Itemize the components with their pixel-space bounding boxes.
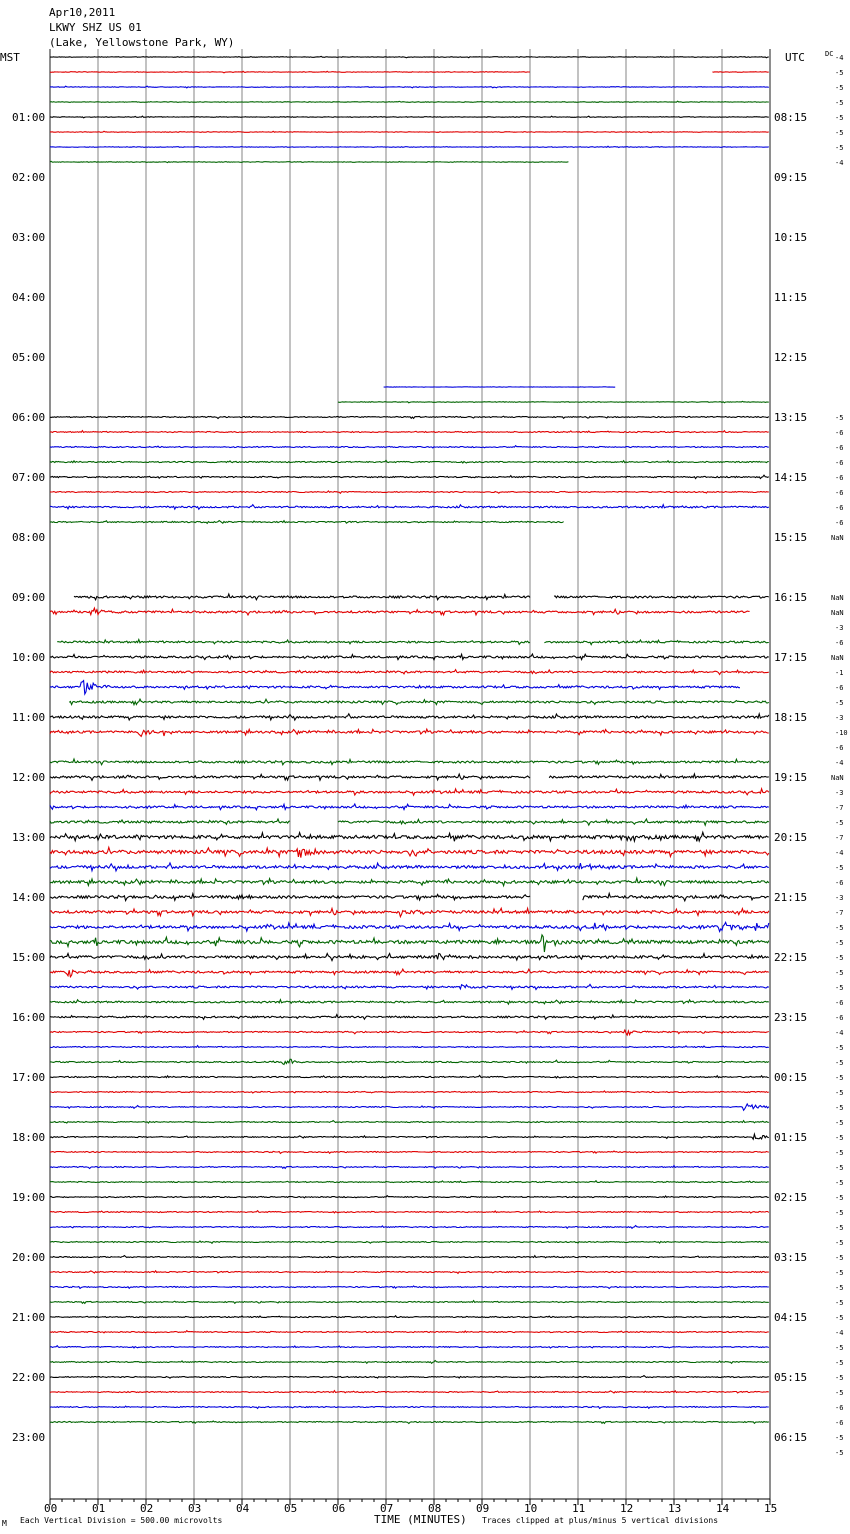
x-tick-label: 11: [572, 1502, 586, 1515]
row-value-label: -7: [835, 834, 844, 842]
row-value-label: -5: [835, 1074, 844, 1082]
row-value-label: -3: [835, 789, 844, 797]
row-value-label: -7: [835, 804, 844, 812]
seismic-trace: [50, 146, 769, 147]
row-value-label: NaN: [831, 594, 844, 602]
row-value-label: -5: [835, 1134, 844, 1142]
row-value-label: -6: [835, 1404, 844, 1412]
seismic-trace: [50, 1059, 769, 1064]
seismic-trace: [338, 819, 769, 825]
seismic-trace: [50, 1166, 769, 1169]
x-tick-label: 02: [140, 1502, 154, 1515]
utc-hour-label: 06:15: [774, 1431, 808, 1444]
seismic-trace: [50, 714, 769, 720]
seismic-trace: [50, 1075, 769, 1078]
mst-hour-label: 23:00: [12, 1431, 46, 1444]
station-location: (Lake, Yellowstone Park, WY): [49, 36, 235, 49]
x-tick-label: 14: [716, 1502, 730, 1515]
x-tick-label: 06: [332, 1502, 346, 1515]
seismic-trace: [50, 804, 769, 810]
row-value-label: -5: [835, 144, 844, 152]
seismic-trace: [338, 401, 769, 402]
row-value-label: -5: [835, 1434, 844, 1442]
seismic-trace: [50, 819, 290, 824]
row-value-label: -5: [835, 1449, 844, 1457]
row-value-label: -6: [835, 459, 844, 467]
row-value-label: -4: [835, 1329, 844, 1337]
seismic-trace: [549, 774, 769, 778]
utc-hour-label: 05:15: [774, 1371, 808, 1384]
utc-hour-label: 23:15: [774, 1011, 808, 1024]
seismic-trace: [50, 1256, 769, 1258]
row-value-label: -6: [835, 504, 844, 512]
seismic-trace: [50, 86, 769, 88]
utc-hour-label: 03:15: [774, 1251, 808, 1264]
row-value-label: -4: [835, 159, 844, 167]
seismic-trace: [50, 954, 769, 961]
utc-hour-label: 09:15: [774, 171, 808, 184]
row-value-label: -5: [835, 69, 844, 77]
mst-hour-label: 17:00: [12, 1071, 46, 1084]
mst-hour-label: 13:00: [12, 831, 46, 844]
row-value-label: -5: [835, 1299, 844, 1307]
utc-hour-label: 19:15: [774, 771, 808, 784]
seismic-trace: [50, 1181, 769, 1183]
x-tick-label: 12: [620, 1502, 634, 1515]
row-value-label: -6: [835, 429, 844, 437]
seismic-trace: [50, 878, 769, 886]
seismic-trace: [69, 699, 769, 705]
mst-label: MST: [0, 51, 20, 64]
seismic-trace: [50, 446, 769, 448]
row-value-label: -1: [835, 669, 844, 677]
row-value-label: -5: [835, 969, 844, 977]
clip-note: Traces clipped at plus/minus 5 vertical divisions: [482, 1516, 719, 1525]
row-value-label: -5: [835, 939, 844, 947]
seismic-trace: [50, 654, 769, 660]
seismic-trace: [50, 1226, 769, 1229]
row-value-label: -7: [835, 909, 844, 917]
mst-hour-label: 12:00: [12, 771, 46, 784]
utc-hour-label: 16:15: [774, 591, 808, 604]
utc-hour-label: 18:15: [774, 711, 808, 724]
mst-hour-label: 02:00: [12, 171, 46, 184]
seismic-trace: [50, 131, 769, 132]
utc-hour-label: 01:15: [774, 1131, 808, 1144]
row-value-label: -5: [835, 1254, 844, 1262]
row-value-label: -5: [835, 1044, 844, 1052]
utc-hour-label: 11:15: [774, 291, 808, 304]
utc-hour-label: 21:15: [774, 891, 808, 904]
row-value-label: -5: [835, 984, 844, 992]
utc-hour-label: 17:15: [774, 651, 808, 664]
seismic-trace: [50, 922, 769, 931]
row-value-label: -5: [835, 1194, 844, 1202]
row-value-label: -5: [835, 1179, 844, 1187]
row-value-label: -5: [835, 1209, 844, 1217]
seismic-trace: [50, 521, 564, 524]
seismic-trace: [50, 161, 568, 162]
seismic-trace: [50, 431, 769, 433]
row-value-label: -5: [835, 1164, 844, 1172]
seismic-trace: [50, 1196, 769, 1198]
mst-hour-label: 16:00: [12, 1011, 46, 1024]
row-value-label: -5: [835, 1359, 844, 1367]
mst-hour-label: 19:00: [12, 1191, 46, 1204]
plot-date: Apr10,2011: [49, 6, 116, 19]
row-value-label: -5: [835, 1344, 844, 1352]
utc-hour-label: 15:15: [774, 531, 808, 544]
row-value-label: -5: [835, 129, 844, 137]
vertical-division-note: Each Vertical Division = 500.00 microvolts: [20, 1516, 223, 1525]
seismic-trace: [50, 1151, 769, 1153]
seismic-trace: [74, 594, 530, 600]
row-value-label: NaN: [831, 609, 844, 617]
row-value-label: -10: [835, 729, 848, 737]
mst-hour-label: 09:00: [12, 591, 46, 604]
seismic-trace: [50, 1046, 769, 1048]
seismic-trace: [50, 1316, 769, 1318]
seismic-trace: [50, 1015, 769, 1020]
seismic-trace: [50, 1301, 769, 1304]
row-value-label: NaN: [831, 534, 844, 542]
seismic-trace: [50, 1000, 769, 1004]
mst-hour-label: 22:00: [12, 1371, 46, 1384]
row-value-label: -5: [835, 819, 844, 827]
seismic-trace: [50, 1286, 769, 1289]
utc-hour-label: 20:15: [774, 831, 808, 844]
row-value-label: -6: [835, 684, 844, 692]
row-value-label: -5: [835, 1224, 844, 1232]
utc-label: UTC: [785, 51, 805, 64]
x-tick-label: 15: [764, 1502, 778, 1515]
seismic-trace: [50, 416, 769, 418]
row-value-label: -5: [835, 99, 844, 107]
x-tick-label: 00: [44, 1502, 58, 1515]
row-value-label: -5: [835, 1374, 844, 1382]
seismic-trace: [583, 893, 769, 900]
seismic-trace: [50, 1134, 769, 1139]
row-value-label: -5: [835, 84, 844, 92]
seismic-trace: [50, 1331, 769, 1333]
row-value-label: -4: [835, 1029, 844, 1037]
row-value-label: -4: [835, 759, 844, 767]
row-value-label: -5: [835, 1284, 844, 1292]
x-tick-label: 07: [380, 1502, 394, 1515]
x-tick-label: 13: [668, 1502, 682, 1515]
seismic-trace: [50, 101, 769, 102]
utc-hour-label: 08:15: [774, 111, 808, 124]
row-value-label: -5: [835, 864, 844, 872]
row-value-label: -5: [835, 114, 844, 122]
seismic-trace: [50, 908, 769, 916]
row-value-label: NaN: [831, 774, 844, 782]
row-value-label: -5: [835, 924, 844, 932]
row-value-label: -5: [835, 1119, 844, 1127]
seismic-trace: [50, 847, 769, 857]
row-value-label: -6: [835, 999, 844, 1007]
mst-hour-label: 10:00: [12, 651, 46, 664]
seismic-trace: [50, 491, 769, 493]
seismic-trace: [712, 72, 768, 73]
utc-hour-label: 22:15: [774, 951, 808, 964]
x-tick-label: 04: [236, 1502, 250, 1515]
utc-hour-label: 14:15: [774, 471, 808, 484]
mst-hour-label: 01:00: [12, 111, 46, 124]
seismic-trace: [50, 832, 769, 841]
seismic-trace: [50, 984, 769, 989]
seismic-trace: [50, 681, 740, 694]
row-value-label: -5: [835, 1089, 844, 1097]
mst-hour-label: 20:00: [12, 1251, 46, 1264]
seismic-trace: [50, 505, 769, 510]
row-value-label: -5: [835, 1149, 844, 1157]
mst-hour-label: 15:00: [12, 951, 46, 964]
mst-hour-label: 03:00: [12, 231, 46, 244]
x-tick-label: 01: [92, 1502, 106, 1515]
mst-hour-label: 08:00: [12, 531, 46, 544]
seismic-trace: [50, 935, 769, 952]
x-axis-title: TIME (MINUTES): [374, 1513, 467, 1526]
utc-hour-label: 10:15: [774, 231, 808, 244]
seismic-trace: [50, 1121, 769, 1124]
row-value-label: -4: [835, 849, 844, 857]
mst-hour-label: 07:00: [12, 471, 46, 484]
seismic-trace: [50, 863, 769, 871]
seismic-trace: [50, 608, 750, 615]
seismic-trace: [50, 759, 769, 765]
x-tick-label: 10: [524, 1502, 538, 1515]
seismic-trace: [50, 1391, 769, 1393]
utc-hour-label: 02:15: [774, 1191, 808, 1204]
seismic-trace: [50, 460, 769, 463]
row-value-label: -6: [835, 744, 844, 752]
seismic-trace: [50, 789, 769, 795]
row-value-label: -6: [835, 1014, 844, 1022]
row-value-label: -6: [835, 879, 844, 887]
mst-hour-label: 04:00: [12, 291, 46, 304]
station-name: LKWY SHZ US 01: [49, 21, 142, 34]
mst-hour-label: 18:00: [12, 1131, 46, 1144]
row-value-label: -6: [835, 1419, 844, 1427]
row-value-label: -5: [835, 1104, 844, 1112]
x-tick-label: 03: [188, 1502, 202, 1515]
row-value-label: -3: [835, 894, 844, 902]
row-value-label: -6: [835, 639, 844, 647]
row-value-label: -6: [835, 474, 844, 482]
x-tick-label: 08: [428, 1502, 442, 1515]
row-value-label: -5: [835, 1059, 844, 1067]
mst-hour-label: 21:00: [12, 1311, 46, 1324]
x-tick-label: 09: [476, 1502, 490, 1515]
utc-hour-label: 13:15: [774, 411, 808, 424]
row-value-label: -5: [835, 1389, 844, 1397]
seismic-trace: [57, 640, 530, 645]
row-value-label: -5: [835, 954, 844, 962]
seismic-traces: [50, 56, 769, 1423]
row-value-label: -6: [835, 519, 844, 527]
seismic-trace: [50, 475, 769, 478]
seismic-trace: [50, 1406, 769, 1408]
seismic-trace: [50, 969, 769, 977]
seismic-trace: [50, 1104, 769, 1110]
utc-hour-label: 04:15: [774, 1311, 808, 1324]
row-value-label: -3: [835, 714, 844, 722]
row-value-label: -5: [835, 414, 844, 422]
row-value-label: -5: [835, 1269, 844, 1277]
seismic-trace: [50, 1421, 769, 1424]
seismic-trace: [50, 1376, 769, 1379]
mst-hour-label: 11:00: [12, 711, 46, 724]
mst-hour-label: 05:00: [12, 351, 46, 364]
mst-hour-label: 06:00: [12, 411, 46, 424]
x-tick-label: 05: [284, 1502, 298, 1515]
utc-hour-label: 00:15: [774, 1071, 808, 1084]
seismic-trace: [50, 1241, 769, 1243]
row-value-label: -4: [835, 54, 844, 62]
seismic-trace: [50, 56, 769, 57]
dc-label: DC: [825, 50, 834, 58]
seismic-trace: [50, 729, 769, 736]
footer-glyph: M: [2, 1519, 7, 1528]
seismic-trace: [50, 1361, 769, 1364]
row-value-label: NaN: [831, 654, 844, 662]
seismic-trace: [50, 1271, 769, 1274]
row-value-label: -5: [835, 699, 844, 707]
mst-hour-label: 14:00: [12, 891, 46, 904]
seismic-trace: [50, 1211, 769, 1213]
utc-hour-label: 12:15: [774, 351, 808, 364]
seismic-trace: [50, 1346, 769, 1348]
seismic-trace: [50, 116, 769, 118]
seismic-trace: [50, 1091, 769, 1093]
seismic-trace: [554, 596, 769, 598]
row-value-label: -6: [835, 489, 844, 497]
row-value-label: -5: [835, 1239, 844, 1247]
seismic-trace: [50, 1030, 769, 1035]
row-value-label: -6: [835, 444, 844, 452]
row-value-label: -3: [835, 624, 844, 632]
row-value-label: -5: [835, 1314, 844, 1322]
seismic-trace: [50, 670, 769, 675]
